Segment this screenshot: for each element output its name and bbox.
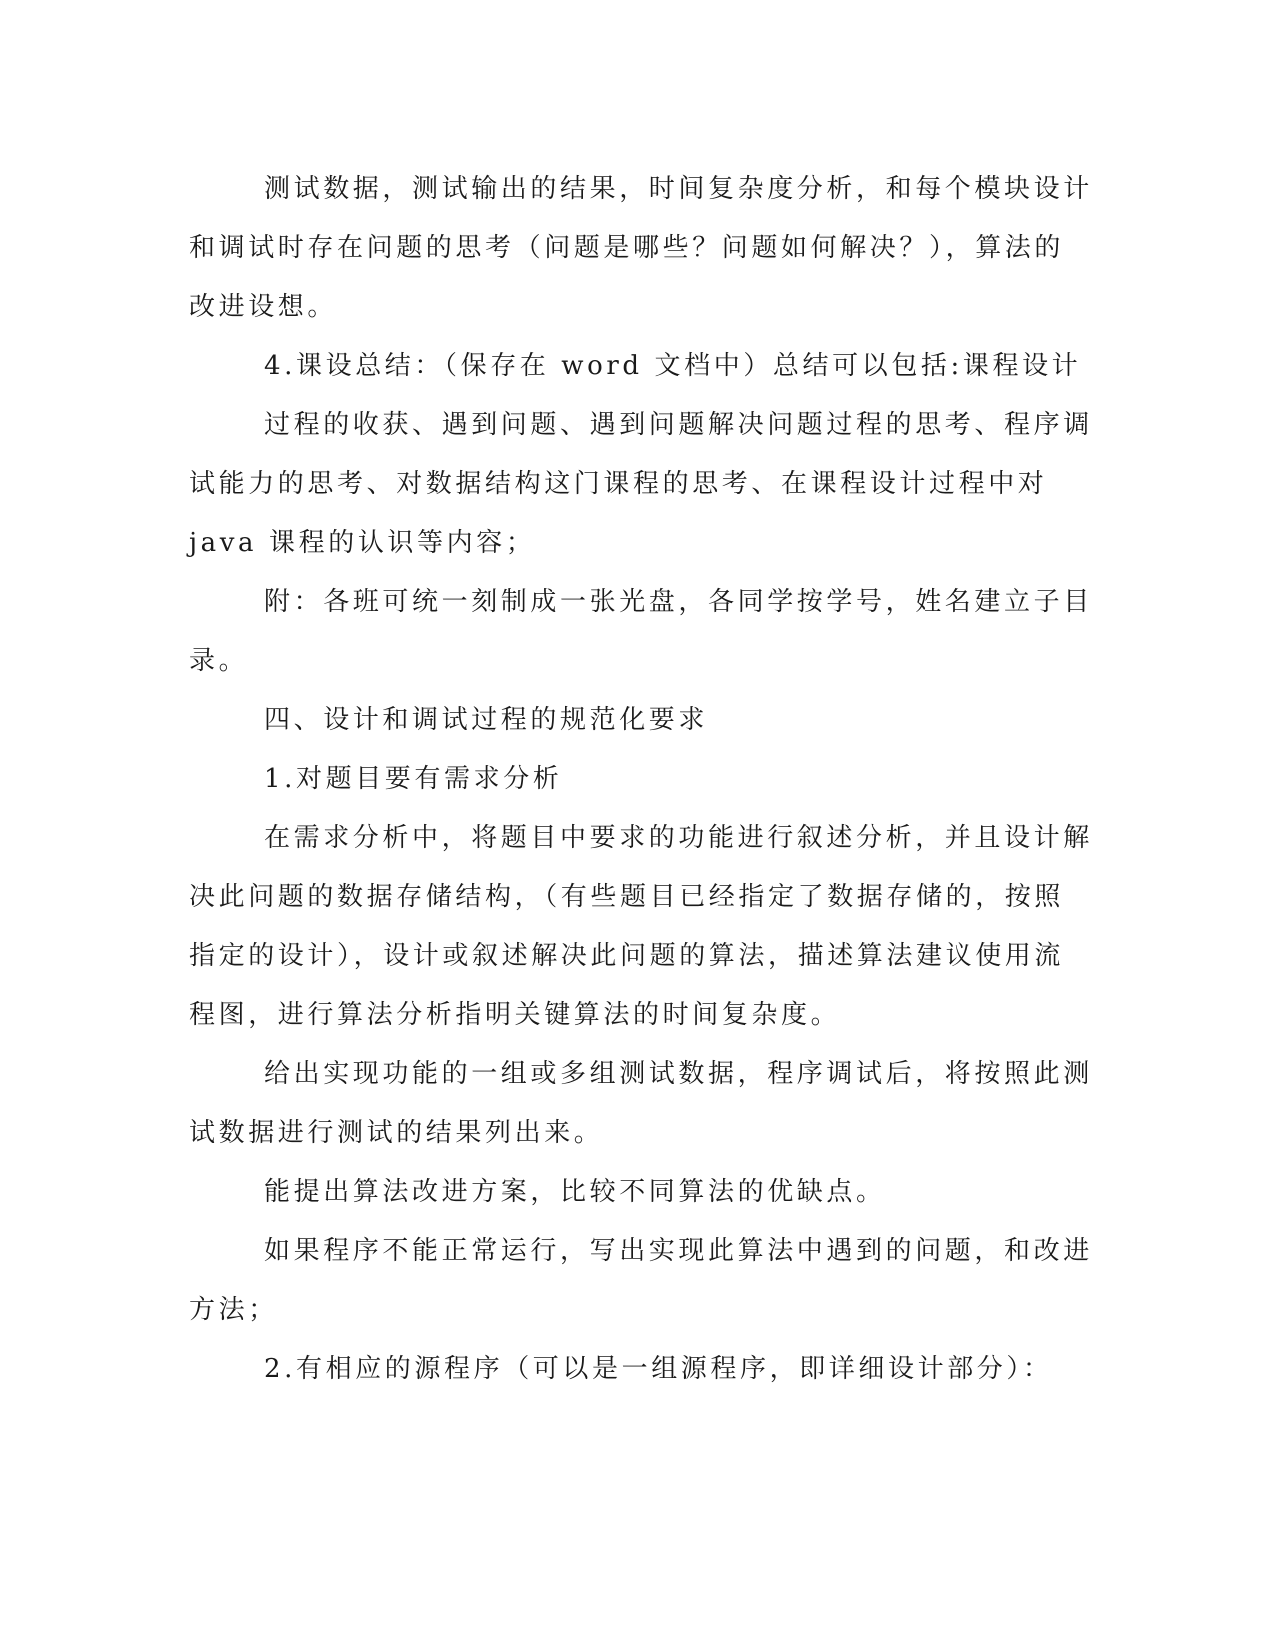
text-line-3: 改进设想。 bbox=[189, 292, 338, 322]
text-line-8: 附：各班可统一刻制成一张光盘，各同学按学号，姓名建立子目 bbox=[264, 587, 1093, 617]
section-heading: 四、设计和调试过程的规范化要求 bbox=[264, 705, 709, 735]
text-line-20: 方法； bbox=[189, 1295, 278, 1325]
text-line-17: 试数据进行测试的结果列出来。 bbox=[189, 1118, 604, 1148]
text-line-18: 能提出算法改进方案，比较不同算法的优缺点。 bbox=[264, 1177, 886, 1207]
text-line-15: 程图，进行算法分析指明关键算法的时间复杂度。 bbox=[189, 1000, 841, 1030]
text-line-14: 指定的设计），设计或叙述解决此问题的算法，描述算法建议使用流 bbox=[189, 941, 1065, 971]
subheading-1: 1.对题目要有需求分析 bbox=[264, 764, 563, 794]
text-line-12: 在需求分析中，将题目中要求的功能进行叙述分析，并且设计解 bbox=[264, 823, 1093, 853]
text-line-19: 如果程序不能正常运行，写出实现此算法中遇到的问题，和改进 bbox=[264, 1236, 1093, 1266]
subheading-2: 2.有相应的源程序（可以是一组源程序，即详细设计部分）： bbox=[264, 1354, 1053, 1384]
text-line-2: 和调试时存在问题的思考（问题是哪些？问题如何解决？），算法的 bbox=[189, 233, 1065, 263]
text-line-6: 试能力的思考、对数据结构这门课程的思考、在课程设计过程中对 bbox=[189, 469, 1048, 499]
text-line-7: java 课程的认识等内容； bbox=[189, 528, 536, 558]
text-line-4: 4.课设总结：（保存在 word 文档中）总结可以包括:课程设计 bbox=[264, 351, 1082, 381]
text-line-5: 过程的收获、遇到问题、遇到问题解决问题过程的思考、程序调 bbox=[264, 410, 1093, 440]
text-line-16: 给出实现功能的一组或多组测试数据，程序调试后，将按照此测 bbox=[264, 1059, 1093, 1089]
text-line-9: 录。 bbox=[189, 646, 249, 676]
text-line-13: 决此问题的数据存储结构，（有些题目已经指定了数据存储的，按照 bbox=[189, 882, 1065, 912]
text-line-1: 测试数据，测试输出的结果，时间复杂度分析，和每个模块设计 bbox=[264, 174, 1093, 204]
